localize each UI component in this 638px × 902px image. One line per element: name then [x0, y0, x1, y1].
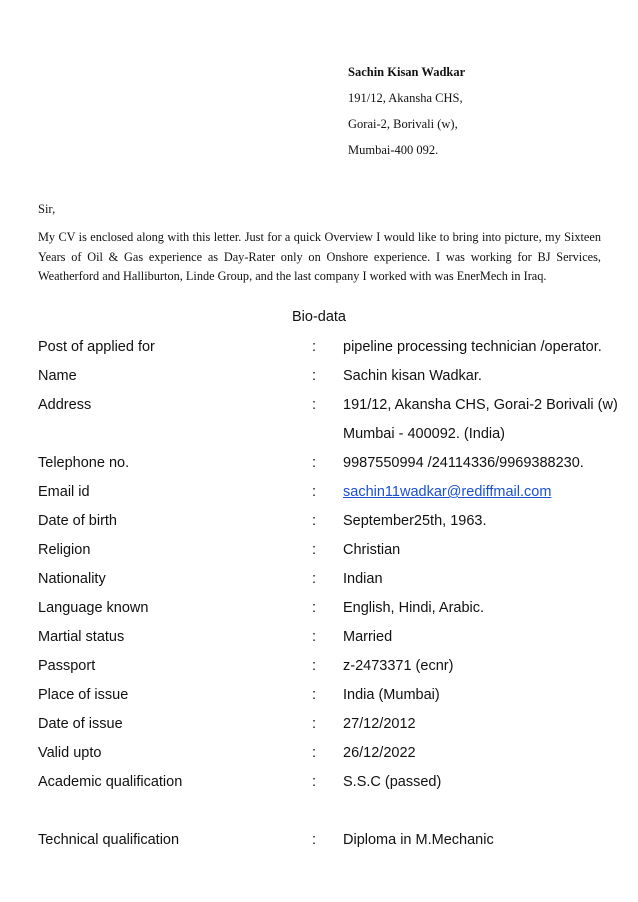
biodata-row-telephone — [38, 449, 628, 478]
field-value: September25th, 1963. — [343, 513, 487, 529]
field-separator: : — [312, 629, 317, 645]
field-separator: : — [312, 745, 317, 761]
field-value: 191/12, Akansha CHS, Gorai-2 Borivali (w) — [343, 397, 618, 413]
field-label: Valid upto — [38, 745, 102, 761]
field-value: 26/12/2022 — [343, 745, 416, 761]
field-separator: : — [312, 339, 317, 355]
biodata-row-marital-status — [38, 623, 628, 652]
address-line-2: Gorai-2, Borivali (w), — [348, 117, 458, 131]
biodata-row-passport — [38, 652, 628, 681]
sender-address-block — [348, 63, 618, 167]
biodata-row-valid-upto — [38, 739, 628, 768]
field-label: Email id — [38, 484, 90, 500]
biodata-row-date-of-birth — [38, 507, 628, 536]
address-line-3: Mumbai-400 092. — [348, 143, 439, 157]
field-label: Name — [38, 368, 77, 384]
biodata-row-address — [38, 391, 628, 420]
field-value: Christian — [343, 542, 401, 558]
biodata-row-academic-qualification — [38, 768, 628, 797]
biodata-row-place-of-issue — [38, 681, 628, 710]
field-separator: : — [312, 687, 317, 703]
field-label: Address — [38, 397, 92, 413]
field-value: Married — [343, 629, 393, 645]
biodata-row-nationality — [38, 565, 628, 594]
biodata-row-religion — [38, 536, 628, 565]
field-value: India (Mumbai) — [343, 687, 440, 703]
biodata-table — [38, 333, 628, 855]
field-separator: : — [312, 716, 317, 732]
field-value: S.S.C (passed) — [343, 774, 442, 790]
email-link[interactable]: sachin11wadkar@rediffmail.com — [343, 484, 552, 500]
field-value: pipeline processing technician /operator. — [343, 339, 602, 355]
field-value: z-2473371 (ecnr) — [343, 658, 454, 674]
field-label: Post of applied for — [38, 339, 155, 355]
biodata-row-languages — [38, 594, 628, 623]
field-separator: : — [312, 513, 317, 529]
field-separator: : — [312, 600, 317, 616]
field-separator: : — [312, 832, 317, 848]
field-label: Religion — [38, 542, 91, 558]
field-separator: : — [312, 658, 317, 674]
field-label: Technical qualification — [38, 832, 180, 848]
field-label: Date of birth — [38, 513, 117, 529]
cover-letter-paragraph: My CV is enclosed along with this letter. Just for a quick Overview I would like to bring into picture, my Sixteen Years of Oil & Gas experience as Day-Rater only on Onshore experience. I was working for BJ Services, Weatherford and Halliburton, Linde Group, and the last company I worked with was EnerMech in Iraq. — [38, 230, 601, 283]
salutation: Sir, — [38, 202, 56, 216]
field-value: Mumbai - 400092. (India) — [343, 426, 505, 442]
field-separator: : — [312, 484, 317, 500]
field-value: Indian — [343, 571, 383, 587]
field-separator: : — [312, 774, 317, 790]
biodata-row-email — [38, 478, 628, 507]
field-value: 9987550994 /24114336/9969388230. — [343, 455, 584, 471]
field-value: 27/12/2012 — [343, 716, 416, 732]
field-value — [343, 478, 551, 507]
biodata-title: Bio-data — [291, 309, 346, 325]
biodata-row-post — [38, 333, 628, 362]
field-separator: : — [312, 397, 317, 413]
field-label: Place of issue — [38, 687, 129, 703]
field-label: Date of issue — [38, 716, 123, 732]
field-label: Nationality — [38, 571, 106, 587]
field-separator: : — [312, 455, 317, 471]
field-separator: : — [312, 368, 317, 384]
field-value: Sachin kisan Wadkar. — [343, 368, 482, 384]
field-label: Language known — [38, 600, 149, 616]
address-line-1: 191/12, Akansha CHS, — [348, 91, 463, 105]
field-label: Passport — [38, 658, 96, 674]
biodata-row-date-of-issue — [38, 710, 628, 739]
biodata-row-name — [38, 362, 628, 391]
field-value: Diploma in M.Mechanic — [343, 832, 494, 848]
field-label: Academic qualification — [38, 774, 183, 790]
field-separator: : — [312, 542, 317, 558]
field-value: English, Hindi, Arabic. — [343, 600, 485, 616]
field-separator: : — [312, 571, 317, 587]
field-label: Telephone no. — [38, 455, 130, 471]
field-label: Martial status — [38, 629, 125, 645]
biodata-row-address-continued — [38, 420, 628, 449]
biodata-row-technical-qualification — [38, 826, 628, 855]
sender-name: Sachin Kisan Wadkar — [348, 65, 466, 79]
